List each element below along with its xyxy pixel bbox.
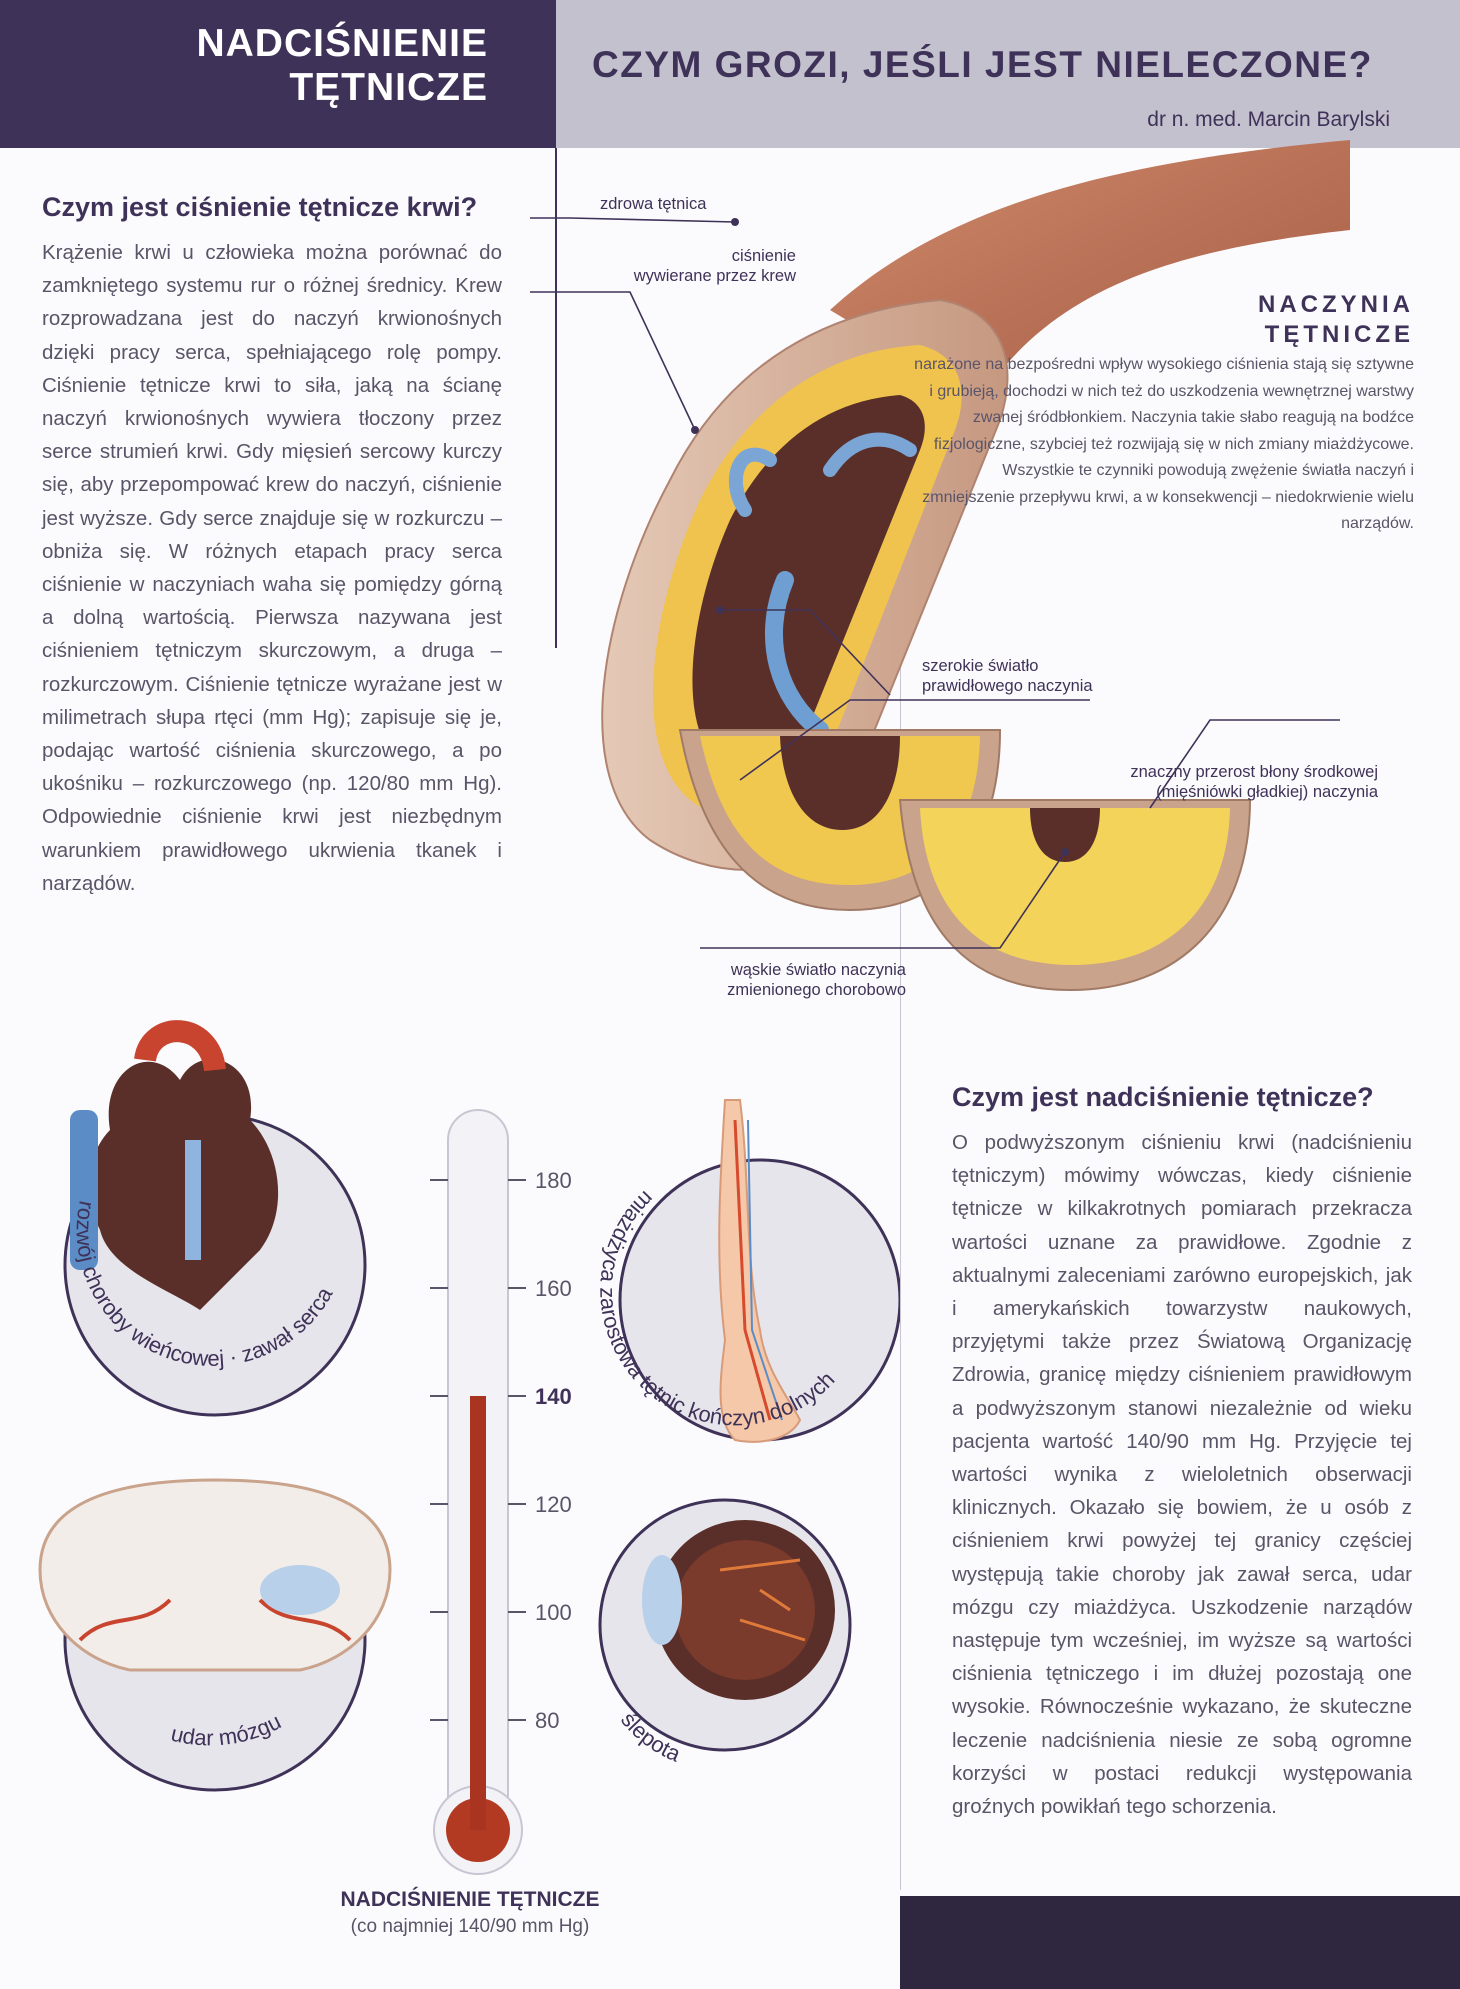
page-title-line1: NADCIŚNIENIE xyxy=(196,22,488,65)
arteries-heading xyxy=(1258,290,1414,350)
label-thick-media-line2: (mięśniówki gładkiej) naczynia xyxy=(1156,783,1378,801)
tick-label: 140 xyxy=(535,1384,572,1409)
arteries-heading-line1: NACZYNIA xyxy=(1258,291,1414,318)
tick-label: 160 xyxy=(535,1276,572,1301)
header-left-band xyxy=(0,0,556,148)
label-blood-pressure-line1: ciśnienie xyxy=(731,247,796,265)
thermometer-caption-title: NADCIŚNIENIE TĘTNICZE xyxy=(340,1888,600,1911)
arteries-heading-line2: TĘTNICZE xyxy=(1264,321,1414,348)
eye-label: ślepota xyxy=(616,1707,685,1767)
tick-label: 180 xyxy=(535,1168,572,1193)
heart-label: rozwój choroby wieńcowej · zawał serca xyxy=(71,1198,338,1371)
label-wide-lumen-line2: prawidłowego naczynia xyxy=(922,677,1093,695)
label-thick-media-line1: znaczny przerost błony środkowej xyxy=(1130,763,1378,781)
label-wide-lumen-line1: szerokie światło xyxy=(922,657,1039,675)
thermometer-mercury xyxy=(470,1396,486,1830)
page-title xyxy=(0,22,556,110)
footer-bar xyxy=(900,1896,1460,1989)
label-narrow-lumen-line2: zmienionego chorobowo xyxy=(727,981,906,999)
brain-label: udar mózgu xyxy=(168,1708,285,1751)
brain-icon xyxy=(40,1480,390,1670)
leg-label: miażdżyca zarostowa tętnic kończyn dolnych xyxy=(595,1186,840,1431)
label-wide-lumen xyxy=(922,656,1093,696)
section-heading-hypertension: Czym jest nadciśnienie tętnicze? xyxy=(952,1082,1374,1112)
article-title: CZYM GROZI, JEŚLI JEST NIELECZONE? xyxy=(592,44,1373,85)
label-thick-media xyxy=(1090,762,1378,802)
tick-label: 80 xyxy=(535,1708,560,1733)
section-heading-blood-pressure: Czym jest ciśnienie tętnicze krwi? xyxy=(42,192,478,222)
label-healthy-artery: zdrowa tętnica xyxy=(600,195,707,213)
tick-label: 120 xyxy=(535,1492,572,1517)
label-blood-pressure xyxy=(590,246,796,286)
section-body-hypertension: O podwyższonym ciśnieniu krwi (nadciśnieniu tętniczym) mówimy wówczas, kiedy ciśnienie tętnicze w kilkakrotnych pomiarach przekracza wartości uznane za prawidłowe. Zgodnie z aktualnymi zaleceniami zarówno europejskich, jak i amerykańskich towarzystw naukowych, przyjętymi także przez Światową Organizację Zdrowia, granicę między ciśnieniem prawidłowym a podwyższonym stanowi niezależnie od wieku pacjenta wartość 140/90 mm Hg. Przyjęcie tej wartości wynika z wieloletnich obserwacji klinicznych. Okazało się bowiem, że u osób z ciśnieniem krwi powyżej tej granicy częściej występują takie choroby jak zawał serca, udar mózgu czy miażdżyca. Uszkodzenie narządów następuje tym wcześniej, im wyższe są wartości ciśnienia tętniczego i im dłużej pozostają one wysokie. Równocześnie wykazano, że skuteczne leczenie nadciśnienia niesie ze sobą ogromne korzyści w postaci redukcji występowania groźnych powikłań tego schorzenia. xyxy=(952,1131,1412,1819)
label-blood-pressure-line2: wywierane przez krew xyxy=(633,267,796,285)
tick-label: 100 xyxy=(535,1600,572,1625)
author: dr n. med. Marcin Barylski xyxy=(1147,108,1390,131)
label-narrow-lumen-line1: wąskie światło naczynia xyxy=(730,961,906,979)
complications-illustration xyxy=(0,1000,900,1900)
thermometer xyxy=(434,1110,522,1874)
section-body-blood-pressure: Krążenie krwi u człowieka można porównać do zamkniętego systemu rur o różnej średnicy. Krew rozprowadzana jest do naczyń krwionośnych dzięki pracy serca, spełniającego rolę pompy. Ciśnienie tętnicze krwi to siła, jaką na ścianę naczyń krwionośnych wywiera tłoczony przez serce strumień krwi. Gdy mięsień sercowy kurczy się, aby przepompować krew do naczyń, ciśnienie jest wyższe. Gdy serce znajduje się w rozkurczu – obniża się. W różnych etapach pracy serca ciśnienie w naczyniach waha się pomiędzy górną a dolną wartością. Pierwsza nazywana jest ciśnieniem tętniczym skurczowym, a druga – rozkurczowym. Ciśnienie tętnicze wyrażane jest w milimetrach słupa rtęci (mm Hg); zapisuje się je, podając wartość ciśnienia skurczowego, a po ukośniku – rozkurczowego (np. 120/80 mm Hg). Odpowiednie ciśnienie krwi jest niezbędnym warunkiem prawidłowego ukrwienia tkanek i narządów. xyxy=(42,241,502,895)
header-right-band xyxy=(556,0,1460,148)
page-title-line2: TĘTNICZE xyxy=(289,66,488,109)
thermometer-caption-subtitle: (co najmniej 140/90 mm Hg) xyxy=(350,1916,590,1937)
arteries-description: narażone na bezpośredni wpływ wysokiego ciśnienia stają się sztywne i grubieją, dochodzi w nich też do uszkodzenia wewnętrznej warstwy zwanej śródbłonkiem. Naczynia takie słabo reagują na bodźce fizjologiczne, szybciej też rozwijają się w nich zmiany miażdżycowe. Wszystkie te czynniki powodują zwężenie światła naczyń i zmniejszenie przepływu krwi, a w konsekwencji – niedokrwienie wielu narządów. xyxy=(914,356,1414,532)
label-narrow-lumen xyxy=(680,960,906,1000)
